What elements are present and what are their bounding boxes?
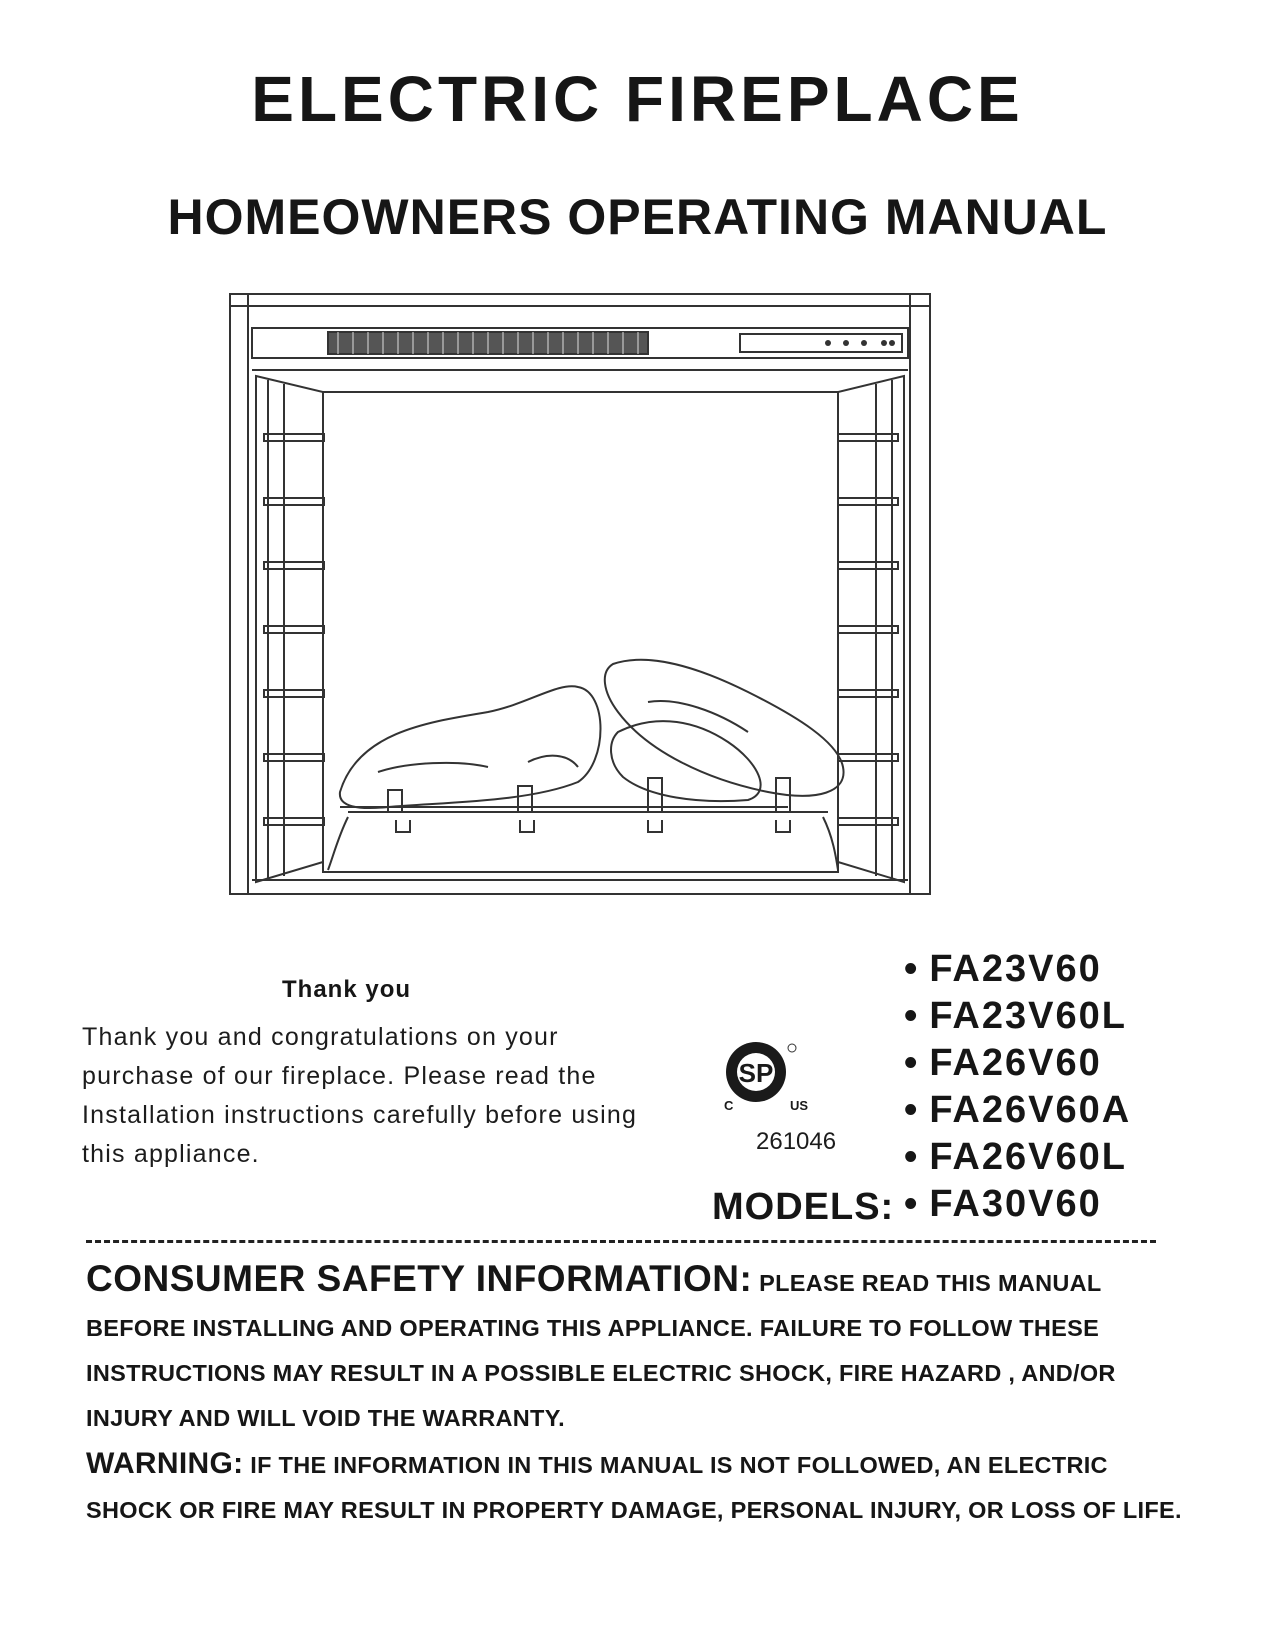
dashed-divider [86,1240,1156,1243]
left-brick-panel [256,376,324,882]
model-item: • FA26V60 [904,1042,1102,1084]
csa-certification-logo [712,1030,822,1130]
safety-heading: CONSUMER SAFETY INFORMATION: [86,1258,753,1299]
safety-section [86,1256,1196,1533]
control-panel [740,334,902,352]
firebox [323,392,838,872]
thanks-body: Thank you and congratulations on your purchase of our fireplace. Please read the Installation instructions carefully before using this appliance. [82,1023,638,1168]
right-brick-panel [838,376,904,882]
control-buttons [825,340,895,346]
bullet: • [904,1042,920,1084]
log-set [340,660,844,808]
models-list [904,946,1131,1228]
bullet: • [904,995,920,1037]
model-item: • FA23V60 [904,948,1102,990]
model-item: • FA26V60L [904,1136,1127,1178]
grate [328,778,838,870]
csa-us-mark: US [790,1098,809,1113]
bullet: • [904,1089,920,1131]
bullet: • [904,1136,920,1178]
thanks-heading: Thank you [282,976,412,1003]
safety-text: PLEASE READ THIS MANUAL BEFORE INSTALLING AND OPERATING THIS APPLIANCE. FAILURE TO FOLLOW THESE INSTRUCTIONS MAY RESULT IN A POSSIBLE ELECTRIC SHOCK, FIRE HAZARD , AND/OR INJURY AND WILL VOID THE WARRANTY. [86,1270,1116,1431]
warning-text: IF THE INFORMATION IN THIS MANUAL IS NOT FOLLOWED, AN ELECTRIC SHOCK OR FIRE MAY RESULT IN PROPERTY DAMAGE, PERSONAL INJURY, OR LOSS OF LIFE. [86,1452,1182,1523]
model-item: • FA23V60L [904,995,1127,1037]
document-subtitle: HOMEOWNERS OPERATING MANUAL [167,189,1108,245]
models-label: MODELS: [712,1186,895,1228]
bullet: • [904,948,920,990]
csa-logo-text: SP [738,1058,774,1088]
fireplace-outer-frame [230,294,930,894]
csa-c-mark: C [724,1098,734,1113]
certification-number: 261046 [756,1128,837,1155]
document-title: ELECTRIC FIREPLACE [251,63,1024,135]
model-item: • FA26V60A [904,1089,1132,1131]
warning-heading: WARNING: [86,1447,244,1480]
fireplace-illustration [228,292,958,902]
model-item: • FA30V60 [904,1183,1102,1225]
bullet: • [904,1183,920,1225]
